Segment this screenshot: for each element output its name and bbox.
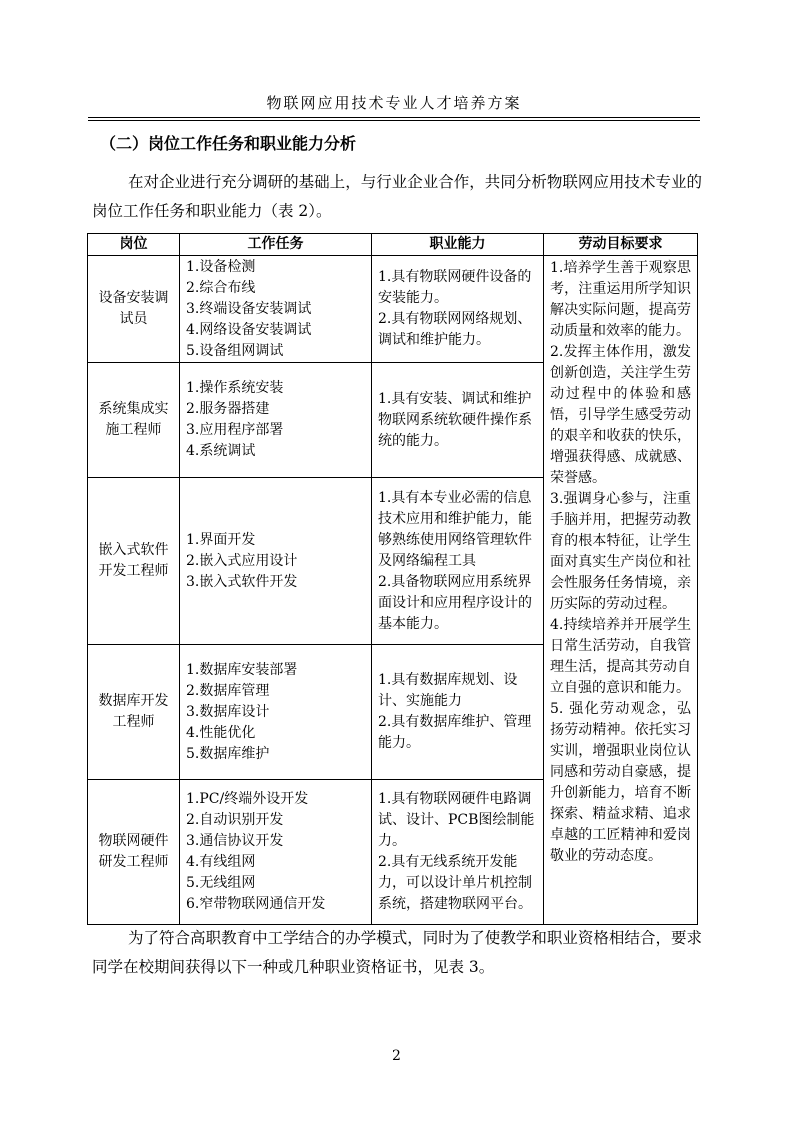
job-competency-table <box>87 233 698 925</box>
table-row <box>88 256 698 363</box>
goal-item: 2.发挥主体作用，激发创新创造，关注学生劳动过程中的体验和感悟，引导学生感受劳动的艰辛和收获的快乐，增强获得感、成就感、荣誉感。 <box>550 344 691 486</box>
task-item: 3.嵌入式软件开发 <box>186 573 298 590</box>
abilities-cell <box>372 645 544 780</box>
task-item: 5.数据库维护 <box>186 745 270 762</box>
ability-item: 1.具有物联网硬件电路调试、设计、PCB图绘制能力。 <box>378 791 535 849</box>
tasks-cell <box>180 363 372 478</box>
labor-goals-cell <box>544 256 698 925</box>
task-item: 3.应用程序部署 <box>186 422 284 438</box>
task-item: 4.性能优化 <box>186 724 256 741</box>
page-number: 2 <box>392 1048 401 1064</box>
col-header-goals: 劳动目标要求 <box>544 234 698 256</box>
tasks-cell <box>180 645 372 780</box>
ability-item: 2.具备物联网应用系统界面设计和应用程序设计的基本能力。 <box>378 573 532 632</box>
ability-item: 1.具有数据库规划、设计、实施能力 <box>378 672 518 709</box>
task-item: 1.界面开发 <box>186 531 256 548</box>
task-item: 3.终端设备安装调试 <box>186 300 312 317</box>
ability-item: 1.具有物联网硬件设备的安装能力。 <box>378 269 532 306</box>
tasks-cell <box>180 256 372 363</box>
task-item: 1.数据库安装部署 <box>186 661 298 678</box>
abilities-cell <box>372 478 544 645</box>
role-cell: 设备安装调试员 <box>88 256 180 363</box>
ability-item: 2.具有数据库维护、管理能力。 <box>378 714 532 751</box>
abilities-cell <box>372 363 544 478</box>
task-item: 5.设备组网调试 <box>186 342 284 359</box>
outro-paragraph: 为了符合高职教育中工学结合的办学模式，同时为了使教学和职业资格相结合，要求同学在校期间获得以下一种或几种职业资格证书，见表 3。 <box>92 929 702 976</box>
intro-paragraph: 在对企业进行充分调研的基础上，与行业企业合作，共同分析物联网应用技术专业的岗位工作任务和职业能力（表 2）。 <box>92 173 702 220</box>
goal-item: 5. 强化劳动观念，弘扬劳动精神。依托实习实训，增强职业岗位认同感和劳动自豪感，提升创新能力，培育不断探索、精益求精、追求卓越的工匠精神和爱岗敬业的劳动态度。 <box>550 701 691 864</box>
task-item: 5.无线组网 <box>186 875 256 891</box>
task-item: 2.数据库管理 <box>186 682 270 699</box>
header-rule-secondary <box>88 120 700 121</box>
goal-item: 4.持续培养并开展学生日常生活劳动，自我管理生活，提高其劳动自立自强的意识和能力。 <box>550 617 691 696</box>
ability-item: 1.具有本专业必需的信息技术应用和维护能力，能够熟练使用网络管理软件及网络编程工具 <box>378 489 532 569</box>
task-item: 4.系统调试 <box>186 443 256 459</box>
task-item: 2.服务器搭建 <box>186 401 270 417</box>
role-cell: 数据库开发工程师 <box>88 645 180 780</box>
task-item: 1.PC/终端外设开发 <box>186 791 309 807</box>
goal-item: 3.强调身心参与，注重手脑并用，把握劳动教育的根本特征，让学生面对真实生产岗位和社会性服务任务情境，亲历实际的劳动过程。 <box>550 491 691 612</box>
col-header-tasks: 工作任务 <box>180 234 372 256</box>
abilities-cell <box>372 780 544 925</box>
abilities-cell <box>372 256 544 363</box>
task-item: 6.窄带物联网通信开发 <box>186 896 326 912</box>
task-item: 4.网络设备安装调试 <box>186 321 312 338</box>
col-header-abilities: 职业能力 <box>372 234 544 256</box>
role-cell: 嵌入式软件开发工程师 <box>88 478 180 645</box>
task-item: 3.通信协议开发 <box>186 833 284 849</box>
goal-item: 1.培养学生善于观察思考，注重运用所学知识解决实际问题，提高劳动质量和效率的能力。 <box>550 260 691 339</box>
ability-item: 2.具有物联网网络规划、调试和维护能力。 <box>378 311 532 348</box>
task-item: 2.综合布线 <box>186 279 256 296</box>
ability-item: 2.具有无线系统开发能力，可以设计单片机控制系统，搭建物联网平台。 <box>378 854 532 912</box>
task-item: 4.有线组网 <box>186 854 256 870</box>
role-cell: 物联网硬件研发工程师 <box>88 780 180 925</box>
col-header-role: 岗位 <box>88 234 180 256</box>
running-header: 物联网应用技术专业人才培养方案 <box>266 94 522 112</box>
header-rule <box>88 117 700 118</box>
section-heading: （二）岗位工作任务和职业能力分析 <box>100 134 357 153</box>
task-item: 2.嵌入式应用设计 <box>186 552 298 569</box>
task-item: 1.操作系统安装 <box>186 380 284 396</box>
role-cell: 系统集成实施工程师 <box>88 363 180 478</box>
ability-item: 1.具有安装、调试和维护物联网系统软硬件操作系统的能力。 <box>378 390 532 449</box>
table-header-row <box>88 234 698 256</box>
task-item: 2.自动识别开发 <box>186 812 284 828</box>
task-item: 1.设备检测 <box>186 258 256 275</box>
tasks-cell <box>180 780 372 925</box>
tasks-cell <box>180 478 372 645</box>
task-item: 3.数据库设计 <box>186 703 270 720</box>
